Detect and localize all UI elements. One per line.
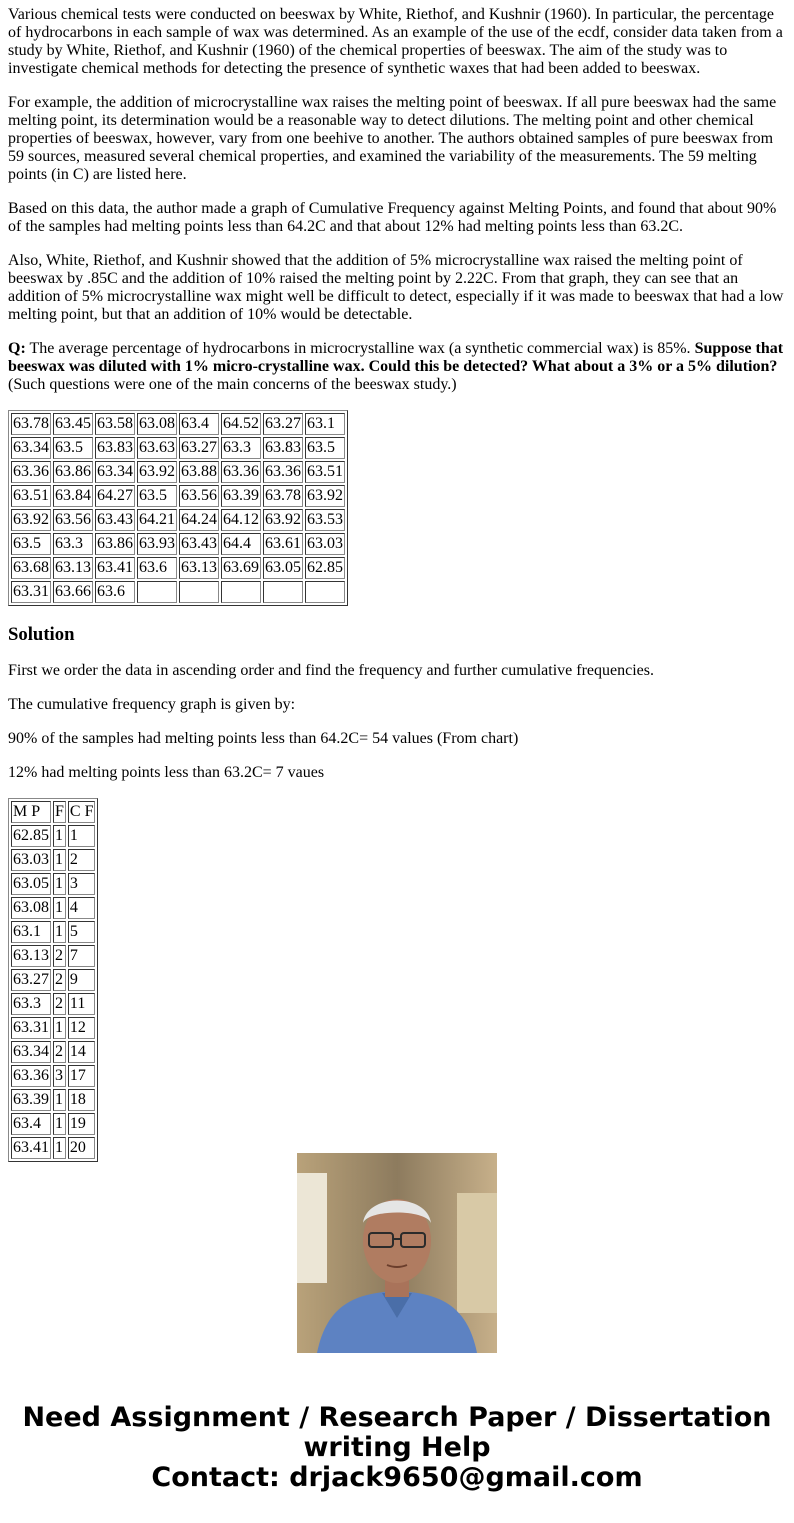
table-cell: 63.43 xyxy=(179,533,219,555)
table-cell: 63.84 xyxy=(53,485,93,507)
solution-step-3: 90% of the samples had melting points less than 64.2C= 54 values (From chart) xyxy=(8,730,519,747)
graph-paragraph: Based on this data, the author made a graph of Cumulative Frequency against Melting Points, and found that about 90% of the samples had melting points less than 64.2C and that about 12% had melting points less than 63.2C. xyxy=(8,200,777,235)
dilution-paragraph: Also, White, Riethof, and Kushnir showed that the addition of 5% microcrystalline wax raised the melting point of beeswax by .85C and the addition of 10% raised the melting point by 2.22C. From that graph, they can see that an addition of 5% microcrystalline wax might well be difficult to detect, especially if it was made to beeswax that had a low melting point, but that an addition of 10% would be detectable. xyxy=(8,252,784,323)
table-cell: 63.58 xyxy=(95,413,135,435)
table-row xyxy=(11,921,95,943)
table-cell: 63.69 xyxy=(221,557,261,579)
table-cell: 63.36 xyxy=(221,461,261,483)
table-cell: 63.1 xyxy=(305,413,345,435)
table-cell: 63.53 xyxy=(305,509,345,531)
table-cell: 63.39 xyxy=(11,1089,51,1111)
column-header: F xyxy=(53,801,66,823)
promo-line-1: Need Assignment / Research Paper / Dissertation writing Help xyxy=(22,1402,772,1463)
table-row xyxy=(11,413,345,435)
table-cell xyxy=(179,581,219,603)
table-cell: 63.36 xyxy=(11,461,51,483)
table-cell: 63.27 xyxy=(11,969,51,991)
table-cell: 63.13 xyxy=(179,557,219,579)
table-cell: 63.78 xyxy=(11,413,51,435)
table-cell: 1 xyxy=(53,921,66,943)
table-cell: 2 xyxy=(53,969,66,991)
table-cell: 63.39 xyxy=(221,485,261,507)
table-cell: 2 xyxy=(53,1041,66,1063)
table-cell: 63.5 xyxy=(53,437,93,459)
table-cell xyxy=(305,581,345,603)
table-cell: 63.86 xyxy=(95,533,135,555)
author-avatar xyxy=(297,1153,497,1353)
cumulative-frequency-table-wrapper xyxy=(8,798,786,1156)
table-cell: 64.12 xyxy=(221,509,261,531)
table-cell: 63.3 xyxy=(11,993,51,1015)
table-cell: 1 xyxy=(53,825,66,847)
table-cell: 2 xyxy=(68,849,96,871)
table-cell: 1 xyxy=(53,849,66,871)
table-cell: 63.27 xyxy=(263,413,303,435)
table-cell: 1 xyxy=(53,1113,66,1135)
table-cell: 63.34 xyxy=(11,1041,51,1063)
table-cell: 64.24 xyxy=(179,509,219,531)
table-cell: 1 xyxy=(53,1017,66,1039)
table-cell: 63.3 xyxy=(53,533,93,555)
table-row xyxy=(11,1017,95,1039)
table-cell: 63.5 xyxy=(11,533,51,555)
table-cell: 64.27 xyxy=(95,485,135,507)
table-cell: 62.85 xyxy=(11,825,51,847)
table-cell: 63.4 xyxy=(179,413,219,435)
solution-step-1: First we order the data in ascending order and find the frequency and further cumulative frequencies. xyxy=(8,662,654,679)
promo-section xyxy=(0,1150,794,1493)
column-header: C F xyxy=(68,801,96,823)
table-cell: 63.41 xyxy=(95,557,135,579)
table-cell: 63.13 xyxy=(53,557,93,579)
table-cell: 3 xyxy=(68,873,96,895)
table-cell: 63.5 xyxy=(305,437,345,459)
table-cell: 63.36 xyxy=(11,1065,51,1087)
table-cell: 63.92 xyxy=(305,485,345,507)
table-cell: 2 xyxy=(53,993,66,1015)
intro-paragraph: Various chemical tests were conducted on beeswax by White, Riethof, and Kushnir (1960). In particular, the percentage of hydrocarbons in each sample of wax was determined. As an example of the use of the ecdf, consider data taken from a study by White, Riethof, and Kushnir (1960) of the chemical properties of beeswax. The aim of the study was to investigate chemical methods for detecting the presence of synthetic waxes that had been added to beeswax. xyxy=(8,6,783,77)
table-row xyxy=(11,969,95,991)
table-row xyxy=(11,1113,95,1135)
table-cell: 64.21 xyxy=(137,509,177,531)
table-cell: 63.92 xyxy=(263,509,303,531)
table-cell: 63.56 xyxy=(53,509,93,531)
table-cell: 63.66 xyxy=(53,581,93,603)
table-cell: 63.1 xyxy=(11,921,51,943)
table-cell: 63.88 xyxy=(179,461,219,483)
table-cell: 14 xyxy=(68,1041,96,1063)
solution-step-2: The cumulative frequency graph is given by: xyxy=(8,696,296,713)
table-row xyxy=(11,849,95,871)
solution-heading: Solution xyxy=(8,624,75,645)
table-cell: 64.52 xyxy=(221,413,261,435)
table-cell: 63.6 xyxy=(95,581,135,603)
table-row xyxy=(11,461,345,483)
table-row xyxy=(11,485,345,507)
question-paragraph xyxy=(8,340,786,394)
column-header: M P xyxy=(11,801,51,823)
question-bold-text: Suppose that beeswax was diluted with 1% micro-crystalline wax. Could this be detected? What about a 3% or a 5% dilution? xyxy=(8,340,784,375)
table-cell: 1 xyxy=(68,825,96,847)
table-cell: 63.63 xyxy=(137,437,177,459)
table-cell: 63.36 xyxy=(263,461,303,483)
table-cell: 1 xyxy=(53,1137,66,1159)
table-row xyxy=(11,437,345,459)
table-cell: 63.78 xyxy=(263,485,303,507)
table-cell: 63.13 xyxy=(11,945,51,967)
context-paragraph: For example, the addition of microcrystalline wax raises the melting point of beeswax. If all pure beeswax had the same melting point, its determination would be a reasonable way to detect dilutions. The melting point and other chemical properties of beeswax, however, vary from one beehive to another. The authors obtained samples of pure beeswax from 59 sources, measured several chemical properties, and examined the variability of the measurements. The 59 melting points (in C) are listed here. xyxy=(8,94,777,183)
table-row xyxy=(11,557,345,579)
table-cell: 7 xyxy=(68,945,96,967)
question-tail: (Such questions were one of the main concerns of the beeswax study.) xyxy=(8,376,457,393)
table-cell: 63.5 xyxy=(137,485,177,507)
table-cell: 63.03 xyxy=(11,849,51,871)
table-row xyxy=(11,1041,95,1063)
table-cell: 63.56 xyxy=(179,485,219,507)
table-cell: 64.4 xyxy=(221,533,261,555)
table-cell: 1 xyxy=(53,873,66,895)
table-cell: 63.61 xyxy=(263,533,303,555)
table-cell: 63.3 xyxy=(221,437,261,459)
table-cell: 63.27 xyxy=(179,437,219,459)
person-portrait-icon xyxy=(297,1153,497,1353)
table-cell: 4 xyxy=(68,897,96,919)
table-header-row xyxy=(11,801,95,823)
table-row xyxy=(11,897,95,919)
table-cell: 3 xyxy=(53,1065,66,1087)
table-cell: 63.08 xyxy=(11,897,51,919)
solution-step-4: 12% had melting points less than 63.2C= 7 vaues xyxy=(8,764,325,781)
table-cell: 63.43 xyxy=(95,509,135,531)
table-cell: 63.92 xyxy=(11,509,51,531)
table-cell xyxy=(221,581,261,603)
table-cell: 1 xyxy=(53,1089,66,1111)
table-cell: 63.4 xyxy=(11,1113,51,1135)
question-label: Q: xyxy=(8,340,26,357)
table-cell: 9 xyxy=(68,969,96,991)
table-cell: 12 xyxy=(68,1017,96,1039)
table-cell: 63.34 xyxy=(11,437,51,459)
promo-contact[interactable]: Contact: drjack9650@gmail.com xyxy=(151,1462,643,1493)
table-cell: 63.08 xyxy=(137,413,177,435)
table-cell: 63.68 xyxy=(11,557,51,579)
table-cell: 20 xyxy=(68,1137,96,1159)
table-row xyxy=(11,581,345,603)
table-cell: 19 xyxy=(68,1113,96,1135)
table-row xyxy=(11,509,345,531)
table-row xyxy=(11,1065,95,1087)
cumulative-frequency-table xyxy=(8,798,98,1162)
table-row xyxy=(11,945,95,967)
table-cell: 63.45 xyxy=(53,413,93,435)
table-cell: 2 xyxy=(53,945,66,967)
table-cell: 63.03 xyxy=(305,533,345,555)
table-cell: 62.85 xyxy=(305,557,345,579)
table-cell: 63.31 xyxy=(11,581,51,603)
table-cell: 63.51 xyxy=(11,485,51,507)
table-cell: 5 xyxy=(68,921,96,943)
promo-text xyxy=(0,1403,794,1493)
table-cell: 63.86 xyxy=(53,461,93,483)
table-cell: 63.05 xyxy=(11,873,51,895)
table-cell xyxy=(263,581,303,603)
table-row xyxy=(11,873,95,895)
table-cell: 63.92 xyxy=(137,461,177,483)
table-cell: 63.41 xyxy=(11,1137,51,1159)
table-cell: 63.51 xyxy=(305,461,345,483)
table-cell: 63.34 xyxy=(95,461,135,483)
table-cell xyxy=(137,581,177,603)
table-row xyxy=(11,993,95,1015)
question-text: The average percentage of hydrocarbons in microcrystalline wax (a synthetic commercial wax) is 85%. xyxy=(25,340,695,357)
table-cell: 63.83 xyxy=(263,437,303,459)
table-cell: 63.05 xyxy=(263,557,303,579)
melting-points-table xyxy=(8,410,348,606)
table-row xyxy=(11,1089,95,1111)
table-cell: 63.6 xyxy=(137,557,177,579)
table-cell: 63.83 xyxy=(95,437,135,459)
table-row xyxy=(11,825,95,847)
table-cell: 63.93 xyxy=(137,533,177,555)
table-cell: 63.31 xyxy=(11,1017,51,1039)
table-cell: 1 xyxy=(53,897,66,919)
table-cell: 11 xyxy=(68,993,96,1015)
table-row xyxy=(11,533,345,555)
table-cell: 17 xyxy=(68,1065,96,1087)
table-cell: 18 xyxy=(68,1089,96,1111)
